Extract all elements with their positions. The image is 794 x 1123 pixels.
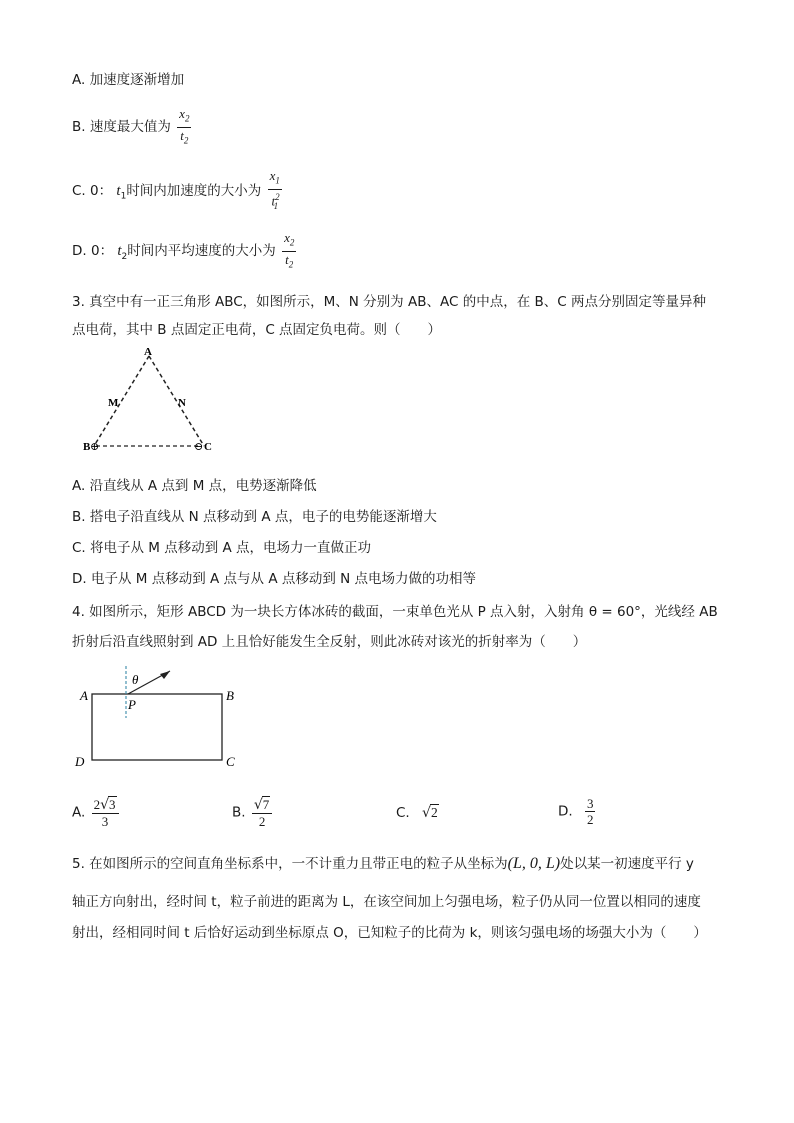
q3-triangle-figure [72,342,232,460]
q4-option-b: B. $\frac{√7}{2}$ [232,796,272,829]
q2-option-d-fraction: $\frac{x_2}{t_2}$ [284,230,295,270]
q3-option-a: A. 沿直线从 A 点到 M 点，电势逐渐降低 [72,478,317,494]
q4-stem-line2: 折射后沿直线照射到 AD 上且恰好能发生全反射，则此冰砖对该光的折射率为（ ） [72,634,587,650]
q5-stem-line2: 轴正方向射出，经时间 t，粒子前进的距离为 L，在该空间加上匀强电场，粒子仍从同一位置以相同的速度 [72,894,701,910]
label-c: C [226,754,235,769]
q2-option-b-fraction: $\frac{x_2}{t_2}$ [179,106,190,146]
q3-option-b: B. 搭电子沿直线从 N 点移动到 A 点，电子的电势能逐渐增大 [72,509,437,525]
q2-option-b-text: B. 速度最大值为 [72,119,171,136]
q5-stem-line1: 5. 在如图所示的空间直角坐标系中，一不计重力且带正电的粒子从坐标为(L, 0, L)处以某一初速度平行 y [72,855,694,872]
q2-option-d: D. 0： $t_2$时间内平均速度的大小为 $\frac{x_2}{t_2}$ [72,230,296,272]
positive-charge-icon: ⊕ [90,441,100,453]
label-d: D [75,754,85,769]
sqrt-icon: √ [100,797,110,813]
q3-option-c: C. 将电子从 M 点移动到 A 点，电场力一直做正功 [72,540,372,556]
q2-option-c-fraction: $\frac{x_1}{t^2_1}$ [269,168,280,211]
side-ac [149,356,204,446]
label-p: P [128,697,136,712]
q4-option-a-fraction: $\frac{2√3}{3}$ [92,796,119,829]
q2-option-b [72,106,191,148]
sqrt-icon: √ [422,805,431,821]
q4-option-d-fraction: $\frac{3}{2}$ [586,796,594,827]
side-ab [94,356,149,446]
q2-option-a-text: A. 加速度逐渐增加 [72,72,185,88]
q4-rectangle-figure [72,662,252,774]
q2-option-c-text: 时间内加速度的大小为 [126,182,262,199]
q4-option-c-root: √2 [422,805,438,821]
label-n: N [178,397,186,409]
label-c: C [204,441,212,453]
q4-option-c: C. √2 [396,805,438,821]
q3-option-d: D. 电子从 M 点移动到 A 点与从 A 点移动到 N 点电场力做的功相等 [72,571,477,587]
q3-stem-line1: 3. 真空中有一正三角形 ABC，如图所示，M、N 分别为 AB、AC 的中点，在 B、C 两点分别固定等量异种 [72,294,706,310]
q3-stem-line2: 点电荷，其中 B 点固定正电荷，C 点固定负电荷。则（ ） [72,322,442,338]
sqrt-icon: √ [253,797,263,813]
label-m: M [108,397,119,409]
negative-charge-icon: ⊖ [194,441,204,453]
label-a: A [80,688,88,703]
q2-option-d-text: 时间内平均速度的大小为 [127,243,276,260]
label-theta: θ [132,672,139,687]
arrow-icon [160,671,170,679]
label-a: A [144,346,152,358]
q4-option-d: D. $\frac{3}{2}$ [558,796,594,827]
q4-stem-line1: 4. 如图所示，矩形 ABCD 为一块长方体冰砖的截面，一束单色光从 P 点入射，入射角 θ = 60°，光线经 AB [72,604,718,620]
q5-coordinate: (L, 0, L) [507,855,561,872]
rectangle-abcd [92,694,222,760]
label-b: B [226,688,234,703]
q4-option-b-fraction: $\frac{√7}{2}$ [252,796,272,829]
q2-option-c: C. 0： $t_1$时间内加速度的大小为 $\frac{x_1}{t^2_1}$ [72,168,282,214]
q5-stem-line3: 射出，经相同时间 t 后恰好运动到坐标原点 O，已知粒子的比荷为 k，则该匀强电场的场强大小为（ ） [72,925,707,941]
q4-option-a: A. $\frac{2√3}{3}$ [72,796,119,829]
q2-option-a [72,68,184,88]
label-b: B [83,441,91,453]
